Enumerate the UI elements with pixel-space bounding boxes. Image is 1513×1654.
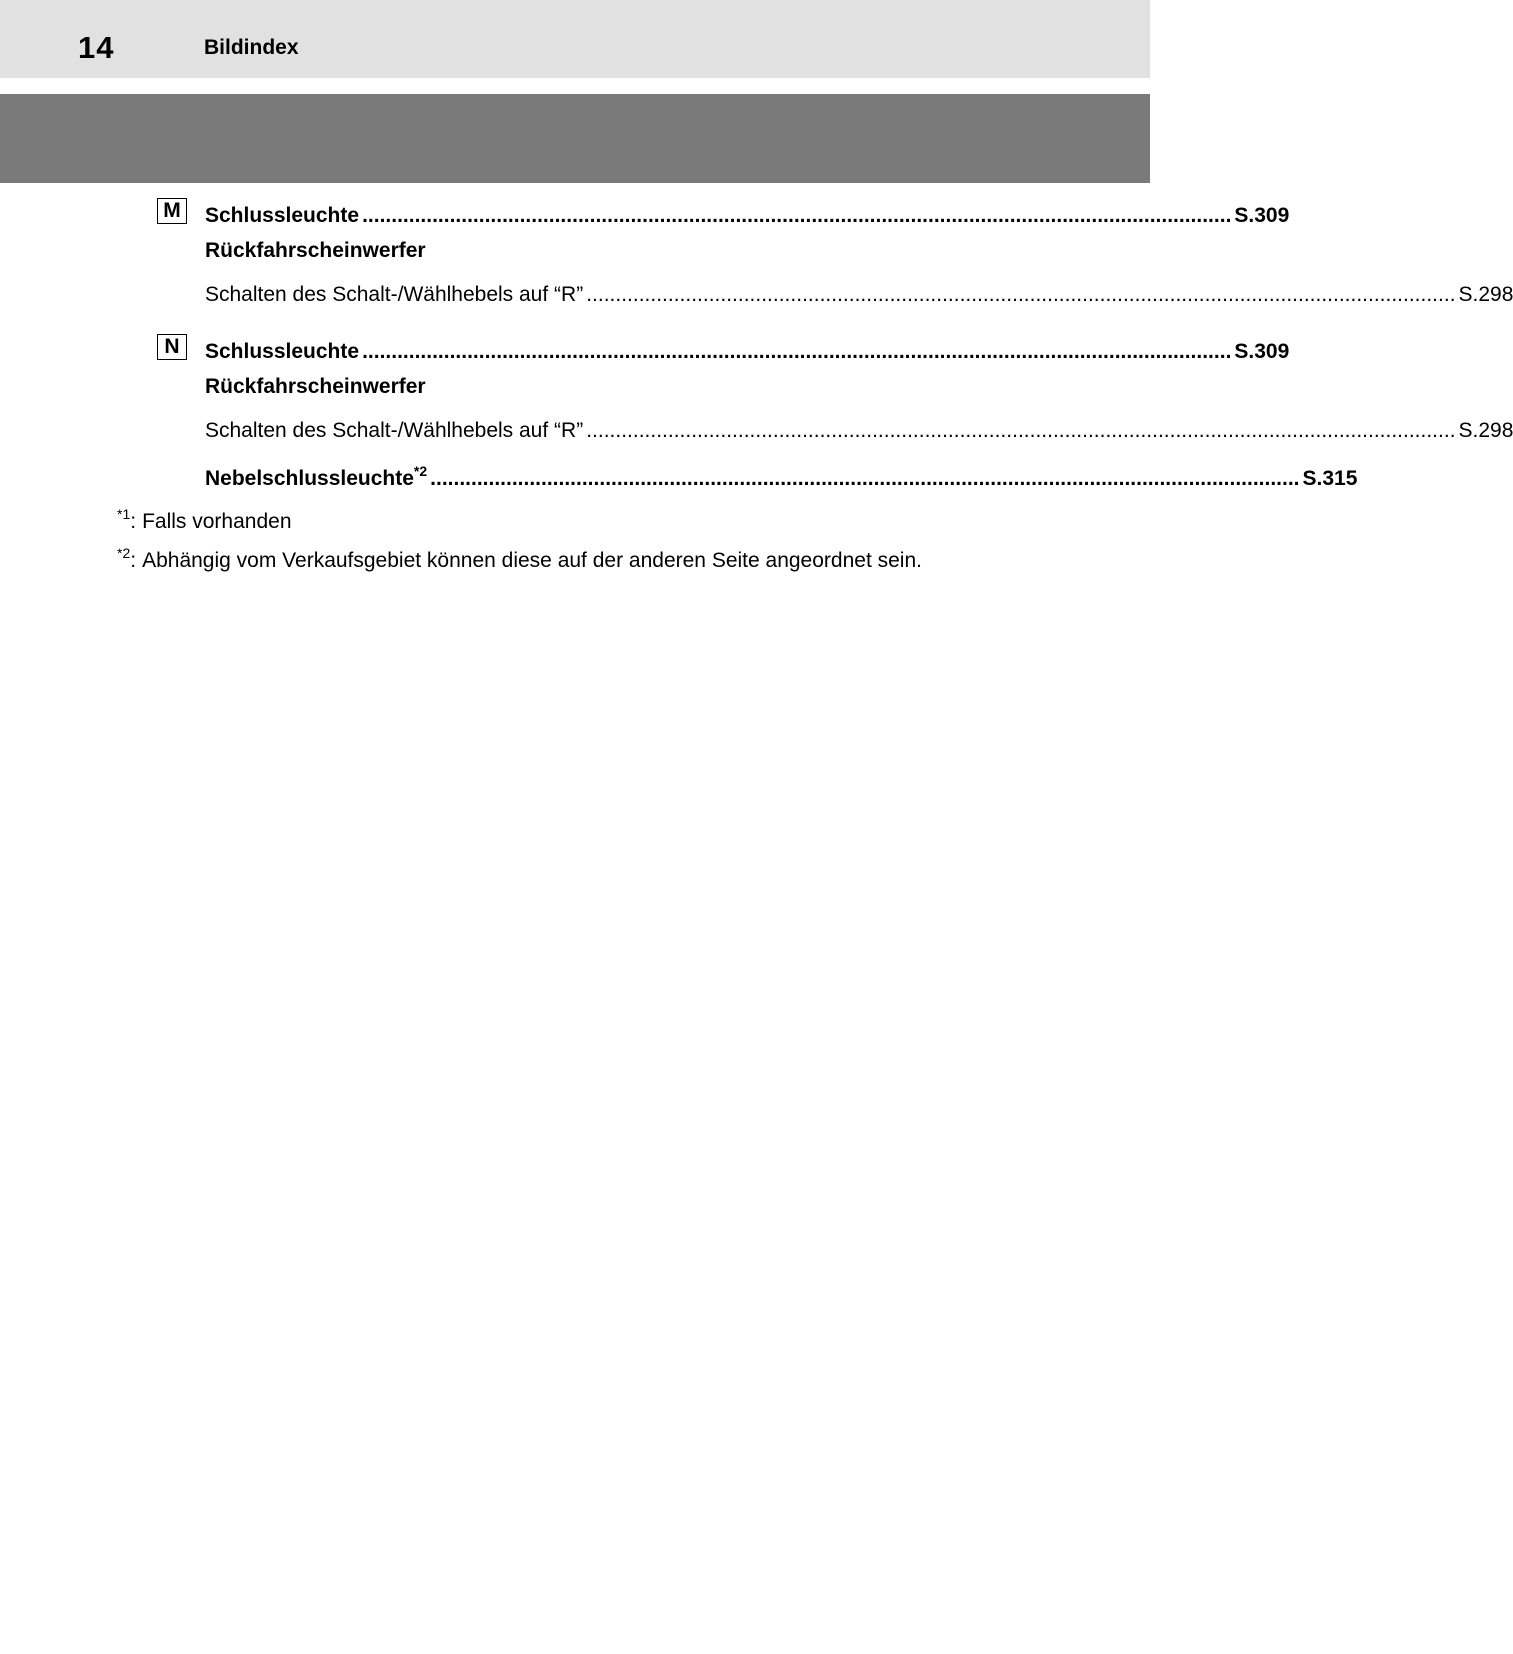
index-sub-entry[interactable] (205, 417, 1513, 445)
footnote-colon: : (130, 510, 137, 533)
entry-heading: Rückfahrscheinwerfer (205, 239, 426, 262)
entry-label: Schalten des Schalt-/Wählhebels auf “R” (205, 283, 584, 306)
entry-label: Schalten des Schalt-/Wählhebels auf “R” (205, 419, 584, 442)
footnote (117, 547, 922, 576)
footnote-mark: *2 (117, 545, 131, 561)
footnote-ref: *2 (413, 463, 428, 479)
footnote-colon: : (130, 549, 137, 572)
index-entry[interactable] (205, 463, 1358, 493)
entry-label (205, 465, 427, 493)
entry-heading: Rückfahrscheinwerfer (205, 375, 426, 398)
page-header (0, 0, 1166, 78)
index-sub-entry[interactable] (205, 281, 1513, 309)
entry-page-ref[interactable]: S.298 (1458, 283, 1513, 306)
entry-page-ref[interactable]: S.309 (1234, 204, 1290, 227)
entry-label: Schlussleuchte (205, 340, 360, 363)
marker-n: N (157, 334, 187, 360)
marker-m: M (157, 198, 187, 224)
dot-leader: ..................................................................................................................................................... (430, 467, 1300, 490)
header-title: Bildindex (204, 36, 299, 59)
entry-page-ref[interactable]: S.315 (1302, 467, 1358, 490)
footnote-mark: *1 (117, 506, 131, 522)
index-entry[interactable] (205, 202, 1290, 230)
dot-leader: ..................................................................................................................................................... (362, 204, 1232, 227)
entry-label-text: Nebelschlussleuchte (205, 467, 414, 490)
footnote-text: Falls vorhanden (142, 510, 292, 533)
page-number: 14 (78, 30, 115, 65)
entry-page-ref[interactable]: S.298 (1458, 419, 1513, 442)
footnote-text: Abhängig vom Verkaufsgebiet können diese auf der anderen Seite angeordnet sein. (142, 549, 922, 572)
dot-leader: ..................................................................................................................................................... (362, 340, 1232, 363)
section-band (0, 94, 1166, 183)
dot-leader: ..................................................................................................................................................... (586, 283, 1456, 306)
page-edge (1150, 0, 1166, 185)
entry-page-ref[interactable]: S.309 (1234, 340, 1290, 363)
footnote (117, 508, 292, 537)
entry-label: Schlussleuchte (205, 204, 360, 227)
dot-leader: ..................................................................................................................................................... (586, 419, 1456, 442)
index-entry[interactable] (205, 338, 1290, 366)
